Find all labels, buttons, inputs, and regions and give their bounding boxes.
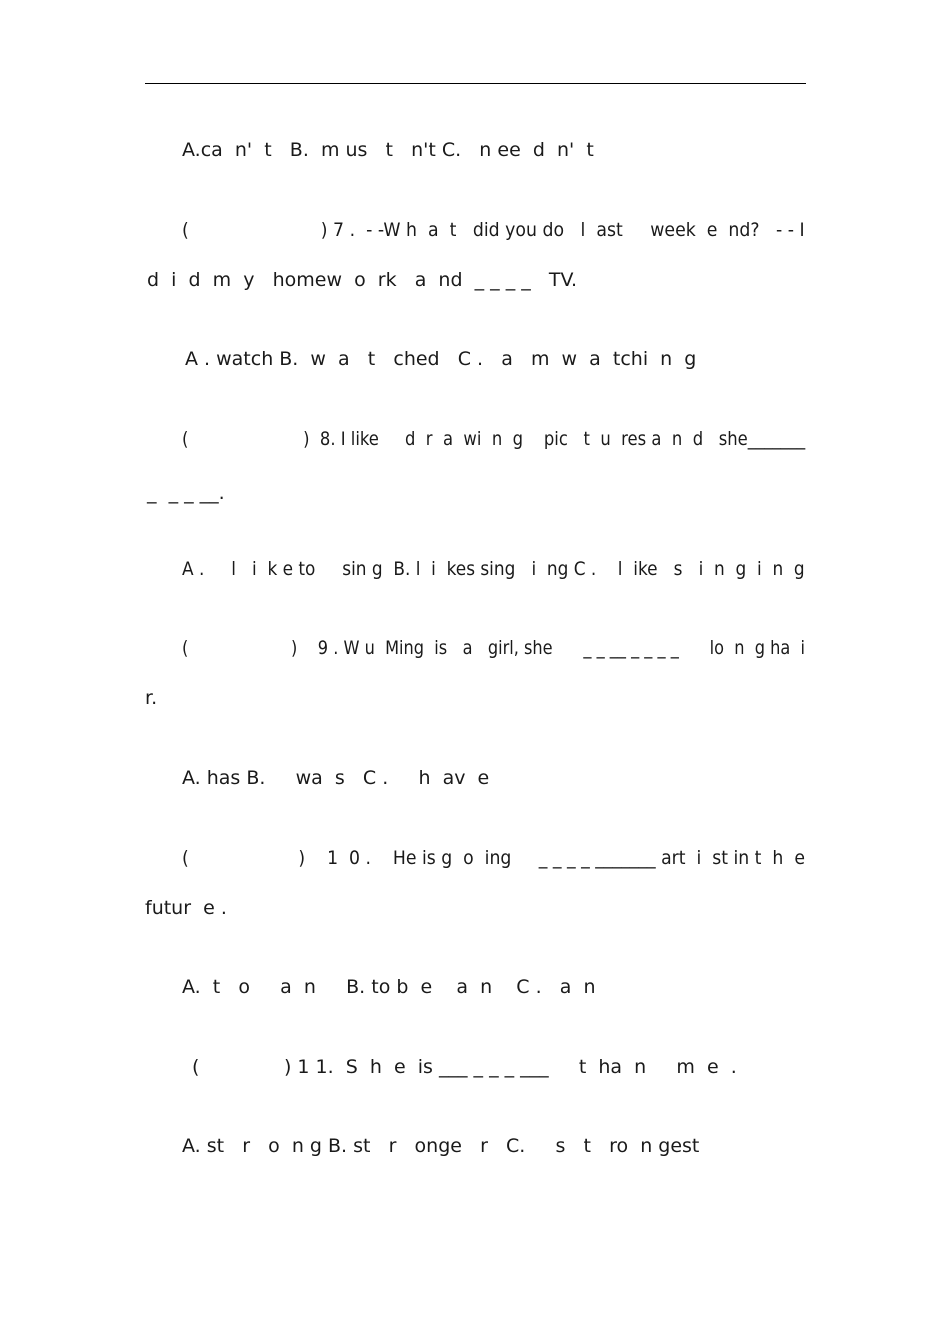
question-9-line-1: ( ) 9 . W u Ming is a girl, she _ _ __ _ _ _ _ lo n g ha i bbox=[182, 637, 806, 659]
question-8-line-1: ( ) 8. I like d r a wi n g pic t u res a n d she_______ bbox=[182, 428, 806, 450]
options-q6: A.ca n' t B. m us t n't C. n ee d n' t bbox=[182, 139, 594, 161]
options-q10: A. t o a n B. to b e a n C . a n bbox=[182, 976, 596, 998]
question-9-line-2: r. bbox=[145, 687, 158, 709]
options-q7: A . watch B. w a t ched C . a m w a tchi n g bbox=[185, 348, 697, 370]
question-8-line-2: _ _ _ __. bbox=[147, 482, 225, 504]
question-10-line-1: ( ) 1 0 . He is g o ing _ _ _ _ _______ art i st in t h e bbox=[182, 847, 805, 869]
options-q11: A. st r o n g B. st r onge r C. s t ro n gest bbox=[182, 1135, 700, 1157]
header-rule bbox=[145, 83, 806, 84]
question-7-line-2: d i d m y homew o rk a nd _ _ _ _ TV. bbox=[147, 269, 578, 291]
options-q8: A . l i k e to sin g B. l i kes sing i ng C . l ike s i n g i n g bbox=[182, 558, 805, 580]
question-7-line-1: ( ) 7 . - -W h a t did you do l ast week e nd? - - I bbox=[182, 219, 805, 241]
question-10-line-2: futur e . bbox=[145, 897, 227, 919]
options-q9: A. has B. wa s C . h av e bbox=[182, 767, 490, 789]
question-11-line-1: ( ) 1 1. S h e is ___ _ _ _ ___ t ha n m e . bbox=[192, 1056, 737, 1078]
